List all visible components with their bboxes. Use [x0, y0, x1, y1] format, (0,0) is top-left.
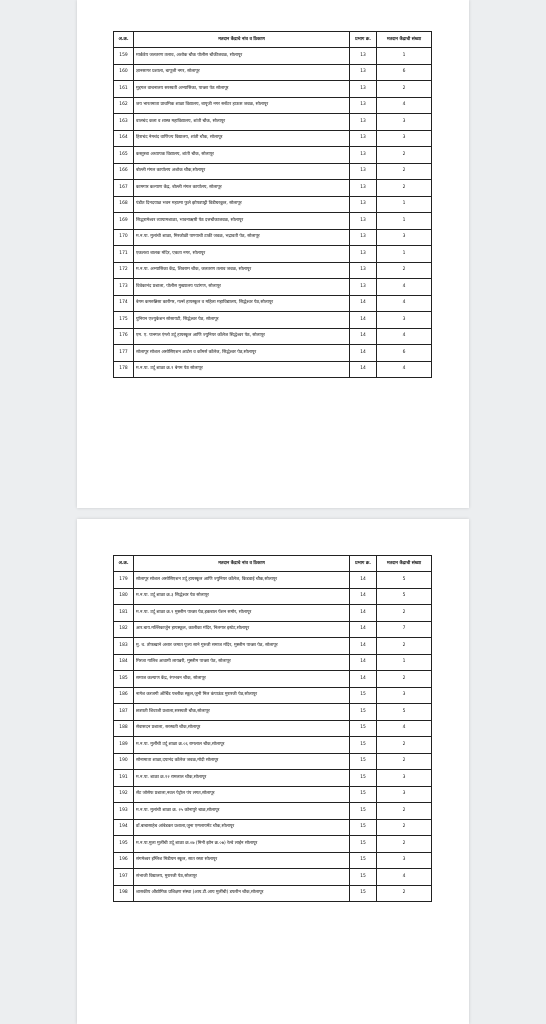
ward-no-cell: 14: [350, 361, 377, 378]
station-count-cell: 2: [377, 671, 432, 688]
header-ward-no: प्रभाग क्र.: [350, 32, 377, 48]
station-count-cell: 4: [377, 361, 432, 378]
station-name-cell: म.न.पा. शाळा क्र.१२ रामलाल चौक,सोलापूर: [134, 770, 350, 787]
ward-no-cell: 15: [350, 836, 377, 853]
table-row: [114, 704, 432, 721]
station-name-cell: शासकीय औद्योगिक प्रशिक्षण संस्था (आय.टी.आय मुलींची) डफरीन चौक,सोलापूर: [134, 885, 350, 902]
ward-no-cell: 14: [350, 312, 377, 329]
serial-no-cell: 171: [114, 246, 134, 263]
header-serial-no: अ.क्र.: [114, 32, 134, 48]
table-row: [114, 770, 432, 787]
table-row: [114, 48, 432, 65]
station-name-cell: बोल्ली मंगल कार्यालय अशोक चौक,सोलापूर: [134, 163, 350, 180]
ward-no-cell: 15: [350, 885, 377, 902]
serial-no-cell: 159: [114, 48, 134, 65]
serial-no-cell: 181: [114, 605, 134, 622]
ward-no-cell: 13: [350, 279, 377, 296]
ward-no-cell: 13: [350, 163, 377, 180]
station-count-cell: 2: [377, 163, 432, 180]
serial-no-cell: 162: [114, 97, 134, 114]
serial-no-cell: 170: [114, 229, 134, 246]
ward-no-cell: 14: [350, 654, 377, 671]
station-name-cell: ज्ञानसागर प्रशाला, बापूजी नगर, सोलापूर: [134, 64, 350, 81]
station-name-cell: छत्रपती शिवाजी प्रशाला,सरस्वती चौक,सोलापूर: [134, 704, 350, 721]
table-row: [114, 803, 432, 820]
ward-no-cell: 13: [350, 229, 377, 246]
station-count-cell: 5: [377, 588, 432, 605]
serial-no-cell: 178: [114, 361, 134, 378]
table-body-1: [114, 48, 432, 378]
station-count-cell: 5: [377, 704, 432, 721]
serial-no-cell: 198: [114, 885, 134, 902]
serial-no-cell: 184: [114, 654, 134, 671]
station-name-cell: मुद्दगल वाचनालय सरस्वती अभ्यासिका, पाच्छा पेठ सोलापूर: [134, 81, 350, 98]
ward-no-cell: 13: [350, 97, 377, 114]
table-row: [114, 312, 432, 329]
ward-no-cell: 14: [350, 621, 377, 638]
table-row: [114, 687, 432, 704]
station-count-cell: 1: [377, 48, 432, 65]
table-header-row: [114, 32, 432, 48]
station-count-cell: 2: [377, 262, 432, 279]
station-count-cell: 3: [377, 852, 432, 869]
station-count-cell: 3: [377, 770, 432, 787]
ward-no-cell: 15: [350, 753, 377, 770]
ward-no-cell: 14: [350, 328, 377, 345]
ward-no-cell: 15: [350, 704, 377, 721]
document-page-2: [77, 519, 469, 1024]
ward-no-cell: 14: [350, 588, 377, 605]
station-name-cell: म.न.पा. उर्दू शाळा क्र.९ मुस्लीम पाच्छा पेठ,इकबाल पेंशन समोर, सोलापूर: [134, 605, 350, 622]
ward-no-cell: 15: [350, 737, 377, 754]
ward-no-cell: 14: [350, 345, 377, 362]
ward-no-cell: 13: [350, 81, 377, 98]
document-page-1: [77, 0, 469, 508]
station-count-cell: 6: [377, 64, 432, 81]
table-row: [114, 819, 432, 836]
ward-no-cell: 13: [350, 262, 377, 279]
table-row: [114, 869, 432, 886]
ward-no-cell: 14: [350, 605, 377, 622]
station-name-cell: पंडीत दिनदयाळ भवन महात्मा फुले झोपडपट्टी विडीघरकुल, सोलापूर: [134, 196, 350, 213]
table-row: [114, 279, 432, 296]
ward-no-cell: 14: [350, 295, 377, 312]
ward-no-cell: 13: [350, 130, 377, 147]
ward-no-cell: 15: [350, 770, 377, 787]
table-row: [114, 147, 432, 164]
table-row: [114, 81, 432, 98]
station-count-cell: 1: [377, 213, 432, 230]
table-row: [114, 97, 432, 114]
ward-no-cell: 15: [350, 803, 377, 820]
table-row: [114, 229, 432, 246]
table-row: [114, 638, 432, 655]
station-name-cell: म.न.पा. मुलींची उर्दू शाळा क्र.०६ रामलाल चौक,सोलापूर: [134, 737, 350, 754]
station-count-cell: 2: [377, 819, 432, 836]
table-row: [114, 753, 432, 770]
station-count-cell: 2: [377, 605, 432, 622]
ward-no-cell: 15: [350, 852, 377, 869]
header-station-name: मतदान केंद्राचे नांव व ठिकाण: [134, 32, 350, 48]
table-row: [114, 64, 432, 81]
station-name-cell: सेंट जोसेफ प्रशाला,नवल पेट्रोल पंप लगत,सोलापूर: [134, 786, 350, 803]
station-name-cell: म.न.पा. मुलांची शाळा, मिरजोळी पाण्याची टाकी जवळ, भद्रावती पेठ, सोलापूर: [134, 229, 350, 246]
station-count-cell: 3: [377, 312, 432, 329]
serial-no-cell: 167: [114, 180, 134, 197]
station-name-cell: कामगार कल्याण केंद्र, बोल्ली मंगल कार्यालय, सोलापूर: [134, 180, 350, 197]
serial-no-cell: 174: [114, 295, 134, 312]
table-body-2: [114, 572, 432, 902]
station-name-cell: एम. ए. पानगल एंग्लो उर्दू हायस्कूल आणि ज्युनियर कॉलेज सिद्धेश्वर पेठ, सोलापूर: [134, 328, 350, 345]
station-count-cell: 2: [377, 753, 432, 770]
ward-no-cell: 14: [350, 572, 377, 589]
station-count-cell: 4: [377, 720, 432, 737]
ward-no-cell: 13: [350, 48, 377, 65]
table-row: [114, 295, 432, 312]
station-count-cell: 2: [377, 836, 432, 853]
station-name-cell: सिद्धरामेश्वर व्यायामशाळा, भावनाऋषी पेठ दत्तचौकाजवळ, सोलापूर: [134, 213, 350, 230]
table-row: [114, 572, 432, 589]
station-count-cell: 2: [377, 180, 432, 197]
serial-no-cell: 185: [114, 671, 134, 688]
table-row: [114, 130, 432, 147]
station-name-cell: संगमेश्वर इंग्लिश मिडीयम स्कूल, सात रस्ता सोलापूर: [134, 852, 350, 869]
table-row: [114, 605, 432, 622]
serial-no-cell: 166: [114, 163, 134, 180]
table-row: [114, 885, 432, 902]
serial-no-cell: 169: [114, 213, 134, 230]
ward-no-cell: 13: [350, 246, 377, 263]
serial-no-cell: 168: [114, 196, 134, 213]
station-count-cell: 3: [377, 687, 432, 704]
station-count-cell: 4: [377, 328, 432, 345]
station-count-cell: 3: [377, 786, 432, 803]
serial-no-cell: 188: [114, 720, 134, 737]
station-count-cell: 1: [377, 654, 432, 671]
serial-no-cell: 195: [114, 836, 134, 853]
serial-no-cell: 194: [114, 819, 134, 836]
table-row: [114, 836, 432, 853]
ward-no-cell: 14: [350, 638, 377, 655]
station-name-cell: मार्कंडेय जलतरण तलाव, अशोक चौक पोलीस चौकीजवळ, सोलापूर: [134, 48, 350, 65]
station-name-cell: मु. ध. तोफखाने अत्तार जमात पूज्य साने गुरुजी समाज मंदिर, मुस्लीम पाच्छा पेठ, सोलापूर: [134, 638, 350, 655]
table-row: [114, 114, 432, 131]
header-ward-no: प्रभाग क्र.: [350, 556, 377, 572]
ward-no-cell: 15: [350, 819, 377, 836]
serial-no-cell: 163: [114, 114, 134, 131]
station-name-cell: सोलापूर सोशल असोसिएशन आर्टस व कॉमर्स कॉलेज, सिद्धेश्वर पेठ,सोलापूर: [134, 345, 350, 362]
station-name-cell: नागेश करजगी ऑर्चिड पब्लीक स्कूल,जुनी मिल कंपाऊंड मुरारजी पेठ,सोलापूर: [134, 687, 350, 704]
ward-no-cell: 13: [350, 213, 377, 230]
station-count-cell: 2: [377, 147, 432, 164]
serial-no-cell: 196: [114, 852, 134, 869]
table-row: [114, 720, 432, 737]
station-name-cell: म.न.पा. उर्दू शाळा क्र.३ सिद्धेश्वर पेठ सोलापूर: [134, 588, 350, 605]
station-count-cell: 2: [377, 803, 432, 820]
header-station-count: मतदान केंद्राची संख्या: [377, 32, 432, 48]
serial-no-cell: 175: [114, 312, 134, 329]
polling-stations-table-2: [113, 555, 432, 902]
serial-no-cell: 193: [114, 803, 134, 820]
station-count-cell: 2: [377, 81, 432, 98]
table-row: [114, 852, 432, 869]
station-count-cell: 7: [377, 621, 432, 638]
station-name-cell: बेगम कमरुन्निसा कारीगर, गर्ल्स हायस्कूल व महिला महाविद्यालय, सिद्धेश्वर पेठ,सोलापूर: [134, 295, 350, 312]
station-count-cell: 5: [377, 572, 432, 589]
station-count-cell: 4: [377, 279, 432, 296]
ward-no-cell: 13: [350, 196, 377, 213]
ward-no-cell: 13: [350, 64, 377, 81]
station-name-cell: सोलापूर सोशल असोसिएशन उर्दू हायस्कूल आणि ज्युनियर कॉलेज, किडवाई चौक,सोलापूर: [134, 572, 350, 589]
station-name-cell: युनियन एज्युकेशन सोसायटी, सिद्धेश्वर पेठ, सोलापूर: [134, 312, 350, 329]
serial-no-cell: 180: [114, 588, 134, 605]
table-row: [114, 345, 432, 362]
serial-no-cell: 187: [114, 704, 134, 721]
header-station-name: मतदान केंद्राचे नांव व ठिकाण: [134, 556, 350, 572]
serial-no-cell: 177: [114, 345, 134, 362]
serial-no-cell: 182: [114, 621, 134, 638]
table-row: [114, 180, 432, 197]
header-serial-no: अ.क्र.: [114, 556, 134, 572]
table-row: [114, 588, 432, 605]
station-count-cell: 3: [377, 229, 432, 246]
station-count-cell: 3: [377, 130, 432, 147]
serial-no-cell: 172: [114, 262, 134, 279]
station-name-cell: हिराचंद नेमचंद वाणिज्य विद्यालय, शांती चौक, सोलापूर: [134, 130, 350, 147]
serial-no-cell: 191: [114, 770, 134, 787]
ward-no-cell: 15: [350, 720, 377, 737]
polling-stations-table-1: [113, 31, 432, 378]
ward-no-cell: 15: [350, 687, 377, 704]
table-row: [114, 361, 432, 378]
serial-no-cell: 190: [114, 753, 134, 770]
station-name-cell: आर.बाय.मल्लिकार्जुन हायस्कूल, कालीका मंदिर, निलगार इस्टेट,सोलापूर: [134, 621, 350, 638]
station-name-cell: कस्तुरबा अध्यापक विद्यालय, शांती चौक, सोलापूर: [134, 147, 350, 164]
ward-no-cell: 15: [350, 786, 377, 803]
station-name-cell: सेवासदन प्रशाला, सरस्वती चौक,सोलापूर: [134, 720, 350, 737]
station-name-cell: जय भारतमाता प्राथमिक शाळा विद्यालय, बापूजी नगर स्लॉटर हाऊस जवळ, सोलापूर: [134, 97, 350, 114]
station-count-cell: 4: [377, 97, 432, 114]
table-row: [114, 163, 432, 180]
table-row: [114, 621, 432, 638]
station-name-cell: मिरजा गालिब आवामी लायब्ररी, मुस्लीम पाच्छा पेठ, सोलापूर: [134, 654, 350, 671]
station-count-cell: 2: [377, 885, 432, 902]
station-name-cell: सोनामाता शाळा,दयानंद कॉलेज जवळ,मोदी सोलापूर: [134, 753, 350, 770]
ward-no-cell: 14: [350, 671, 377, 688]
ward-no-cell: 15: [350, 869, 377, 886]
station-name-cell: म.न.पा. उर्दू शाळा क्र.१ बेगम पेठ सोलापूर: [134, 361, 350, 378]
station-name-cell: डॉ.बाबासाहेब आंबेडकर प्रशाला,जुना एम्प्लायमेंट चौक,सोलापूर: [134, 819, 350, 836]
serial-no-cell: 192: [114, 786, 134, 803]
table-row: [114, 213, 432, 230]
station-count-cell: 3: [377, 114, 432, 131]
table-header-row: [114, 556, 432, 572]
serial-no-cell: 189: [114, 737, 134, 754]
ward-no-cell: 13: [350, 147, 377, 164]
station-count-cell: 1: [377, 246, 432, 263]
station-count-cell: 2: [377, 638, 432, 655]
table-row: [114, 786, 432, 803]
serial-no-cell: 197: [114, 869, 134, 886]
header-station-count: मतदान केंद्राची संख्या: [377, 556, 432, 572]
table-row: [114, 671, 432, 688]
station-name-cell: विवेकानंद प्रशाला, पोलीस मुख्यालय पटांगण, सोलापूर: [134, 279, 350, 296]
station-name-cell: म.न.पा. अभ्यासिका केंद्र, शिवराम चौक, जलतरण तलाव जवळ, सोलापूर: [134, 262, 350, 279]
station-name-cell: म.न.पा.मुला मुलींची उर्दू शाळा क्र.०७ (मिनी झोन क्र.०७) रेल्वे लाईन सोलापूर: [134, 836, 350, 853]
serial-no-cell: 183: [114, 638, 134, 655]
table-row: [114, 737, 432, 754]
ward-no-cell: 13: [350, 114, 377, 131]
station-name-cell: संभाजी विद्यालय, मुरारजी पेठ,सोलापूर: [134, 869, 350, 886]
serial-no-cell: 176: [114, 328, 134, 345]
serial-no-cell: 179: [114, 572, 134, 589]
serial-no-cell: 165: [114, 147, 134, 164]
station-count-cell: 6: [377, 345, 432, 362]
table-row: [114, 262, 432, 279]
table-row: [114, 654, 432, 671]
station-name-cell: वालचंद कला व शास्त्र महाविद्यालय, शांती चौक, सोलापूर: [134, 114, 350, 131]
table-row: [114, 246, 432, 263]
station-count-cell: 4: [377, 869, 432, 886]
station-name-cell: समाज कल्याण केंद्र, रंगभवन चौक, सोलापूर: [134, 671, 350, 688]
table-row: [114, 328, 432, 345]
station-count-cell: 1: [377, 196, 432, 213]
serial-no-cell: 173: [114, 279, 134, 296]
station-name-cell: म.न.पा. मुलांची शाळा क्र. २५ कोनापुरे चाळ,सोलापूर: [134, 803, 350, 820]
serial-no-cell: 186: [114, 687, 134, 704]
station-count-cell: 4: [377, 295, 432, 312]
table-row: [114, 196, 432, 213]
ward-no-cell: 13: [350, 180, 377, 197]
serial-no-cell: 160: [114, 64, 134, 81]
station-name-cell: एकलव्य बालक मंदिर, एकता नगर, सोलापूर: [134, 246, 350, 263]
station-count-cell: 2: [377, 737, 432, 754]
serial-no-cell: 164: [114, 130, 134, 147]
serial-no-cell: 161: [114, 81, 134, 98]
